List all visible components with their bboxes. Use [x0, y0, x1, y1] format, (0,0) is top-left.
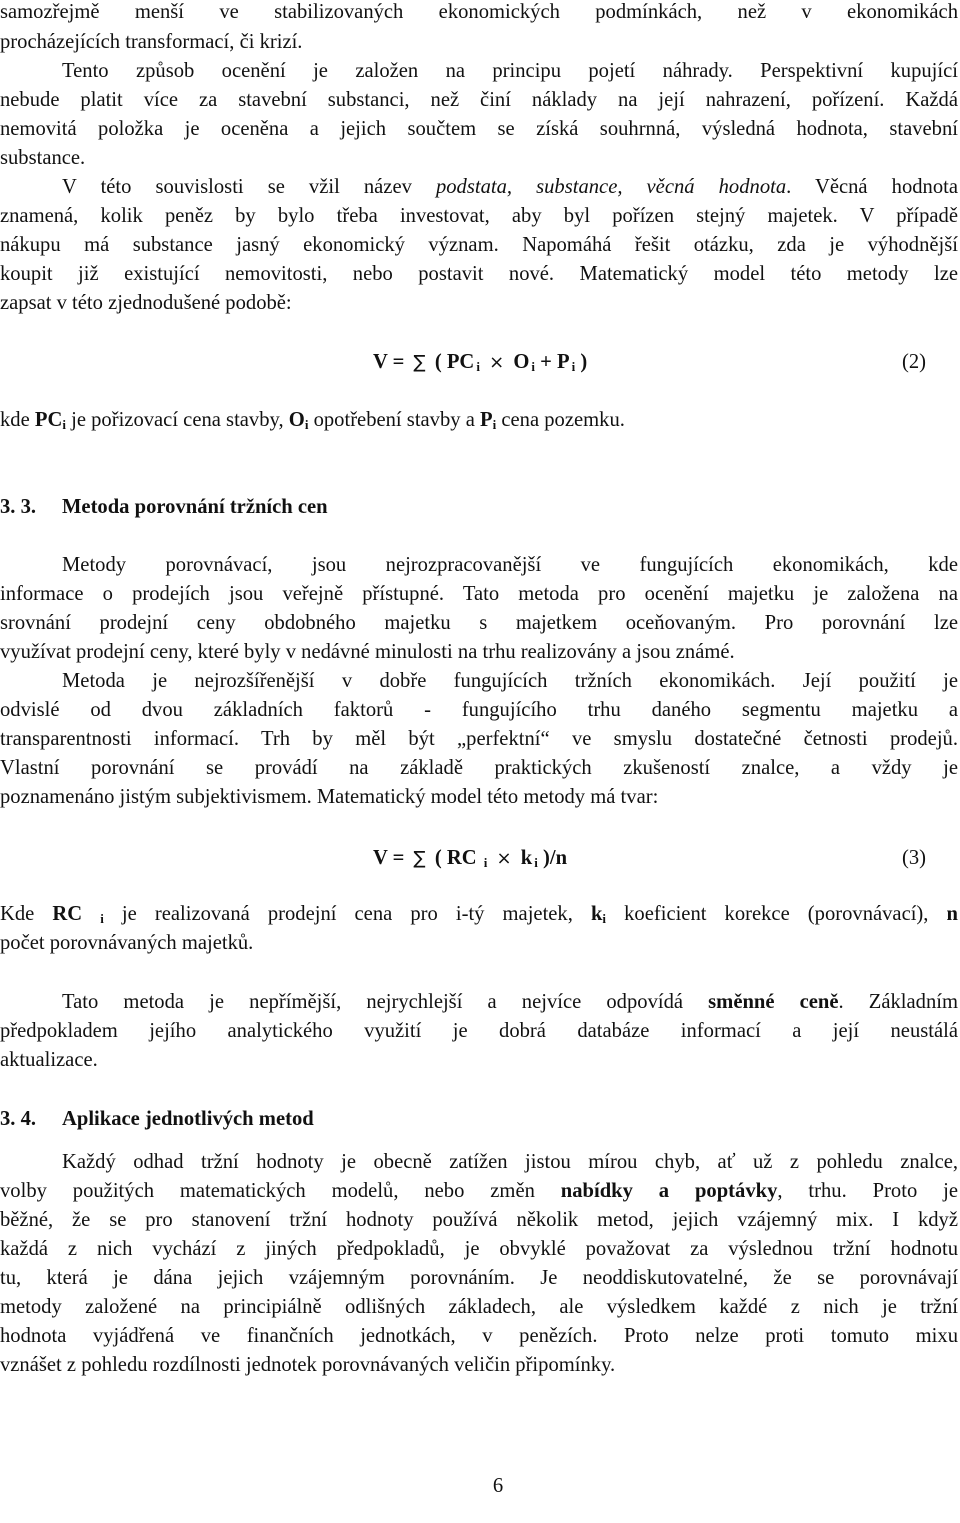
text-line: informace o prodejích jsou veřejně přístupné. Tato metoda pro ocenění majetku je založena na — [0, 583, 958, 605]
sum-symbol: ∑ — [413, 352, 426, 373]
bold-term: směnné ceně — [708, 991, 839, 1013]
formula-legend: Kde RC $_i$ je realizovaná prodejní cena pro i-tý majetek, $k_i$ koeficient korekce (porovnávací), n — [0, 903, 958, 926]
times-symbol: × — [496, 848, 512, 869]
text-line: využívat prodejní ceny, které byly v nedávné minulosti na trhu realizovány a jsou známé. — [0, 641, 735, 663]
text-line: běžné, že se pro stanovení tržní hodnoty používá několik metod, jejich vzájemný mix. I když — [0, 1209, 958, 1231]
text-line: transparentnosti informací. Trh by měl být „perfektní“ ve smyslu dostatečné četnosti prodejů. — [0, 728, 958, 750]
text-line: srovnání prodejní ceny obdobného majetku s majetkem oceňovaným. Pro porovnání lze — [0, 612, 958, 634]
formula-legend: kde $PC_i$ je pořizovací cena stavby, $O_i$ opotřebení stavby a $P_i$ cena pozemku. — [0, 409, 625, 432]
text-line: Vlastní porovnání se provádí na základě praktických zkušeností znalce, a vždy je — [0, 757, 958, 779]
text-line: nákupu má substance jasný ekonomický význam. Napomáhá řešit otázku, zda je výhodnější — [0, 234, 958, 256]
section-heading — [0, 1105, 958, 1134]
text-line: koupit již existující nemovitosti, nebo postavit nové. Matematický model této metody lze — [0, 263, 958, 285]
text-line: aktualizace. — [0, 1049, 98, 1071]
text-line: Metoda je nejrozšířenější v dobře fungujících tržních ekonomikách. Její použití je — [62, 670, 958, 692]
text-line: volby použitých matematických modelů, nebo změn nabídky a poptávky, trhu. Proto je — [0, 1180, 958, 1202]
text-line: poznamenáno jistým subjektivismem. Matematický model této metody má tvar: — [0, 786, 659, 808]
text-line: předpokladem jejího analytického využití je dobrá databáze informací a její neustálá — [0, 1020, 958, 1042]
equation-number: (2) — [901, 351, 926, 373]
italic-term: podstata, substance, věcná hodnota — [435, 176, 787, 198]
section-number: 3. 3. — [0, 496, 37, 518]
text-line: vznášet z pohledu rozdílnosti jednotek porovnávaných veličin připomínky. — [0, 1354, 616, 1376]
section-number: 3. 4. — [0, 1108, 37, 1130]
text-line: V této souvislosti se vžil název podstata, substance, věcná hodnota. Věcná hodnota — [62, 176, 958, 198]
text-line: tu, která je dána jejich vzájemným porovnáním. Je neoddiskutovatelné, že se porovnávají — [0, 1267, 958, 1289]
section-title: Aplikace jednotlivých metod — [62, 1108, 314, 1130]
text-line: nemovitá položka je oceněna a jejich součtem se získá souhrnná, výsledná hodnota, stavební — [0, 118, 958, 140]
bold-term: nabídky a poptávky — [560, 1180, 778, 1202]
text-line: odvislé od dvou základních faktorů - fungujícího trhu daného segmentu majetku a — [0, 699, 958, 721]
page-number: 6 — [492, 1475, 504, 1497]
text-line: zapsat v této zjednodušené podobě: — [0, 292, 292, 314]
text-line: Tato metoda je nepřímější, nejrychlejší a nejvíce odpovídá směnné ceně. Základním — [62, 991, 958, 1013]
text-line: substance. — [0, 147, 86, 169]
section-title: Metoda porovnání tržních cen — [62, 496, 328, 518]
text-line: samozřejmě menší ve stabilizovaných ekonomických podmínkách, než v ekonomikách — [0, 1, 958, 23]
equation-number: (3) — [901, 847, 926, 869]
formula-3: V = ∑ ( RC $_i$ × k $_i$ )/n (3) — [0, 842, 958, 874]
text-line: znamená, kolik peněz by bylo třeba investovat, aby byl pořízen stejný majetek. V případě — [0, 205, 958, 227]
text-line: Každý odhad tržní hodnoty je obecně zatížen jistou mírou chyb, ať už z pohledu znalce, — [62, 1151, 958, 1173]
text-line: každá z nich vychází z jiných předpokladů, je obvyklé považovat za výslednou tržní hodnotu — [0, 1238, 958, 1260]
section-heading — [0, 493, 958, 522]
text-line: nebude platit více za stavební substanci, než činí náklady na její nahrazení, pořízení. Každá — [0, 89, 958, 111]
text-line: metody založené na principiálně odlišných základech, ale výsledkem každé z nich je tržní — [0, 1296, 958, 1318]
text-line: procházejících transformací, či krizí. — [0, 31, 303, 53]
text-line: hodnota vyjádřená ve finančních jednotkách, v penězích. Proto nelze proti tomuto mixu — [0, 1325, 958, 1347]
sum-symbol: ∑ — [413, 848, 426, 869]
formula-2: V = ∑ ( PC $_i$ × O $_i$ + P $_i$ ) (2) — [0, 346, 958, 378]
text-line: Metody porovnávací, jsou nejrozpracovanější ve fungujících ekonomikách, kde — [62, 554, 958, 576]
times-symbol: × — [489, 352, 505, 373]
text-line: počet porovnávaných majetků. — [0, 932, 254, 954]
text-line: Tento způsob ocenění je založen na principu pojetí náhrady. Perspektivní kupující — [62, 60, 958, 82]
